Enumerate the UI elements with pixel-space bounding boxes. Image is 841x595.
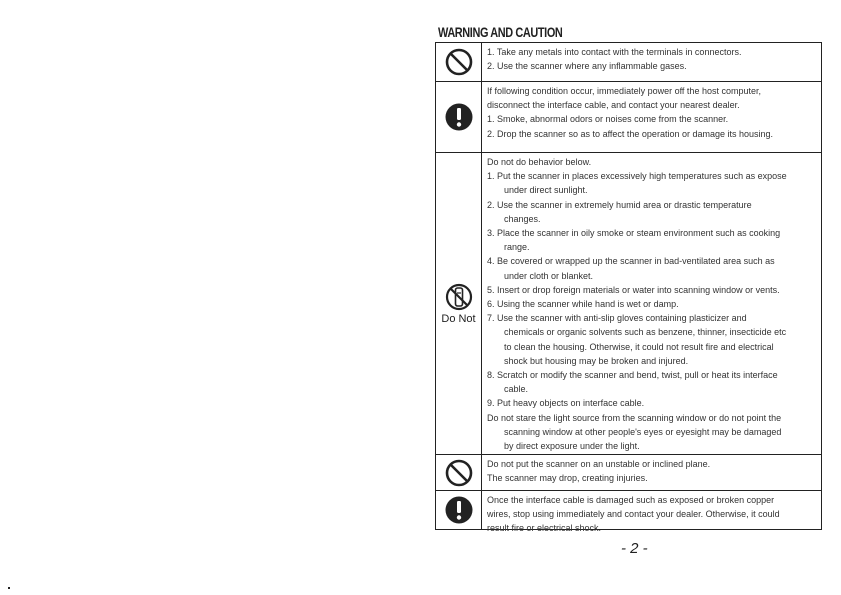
- icon-cell: [436, 455, 482, 490]
- row-text: [482, 455, 821, 490]
- warning-row: [436, 43, 821, 82]
- text-line: 3. Place the scanner in oily smoke or steam environment such as cooking: [487, 228, 781, 239]
- text-line: If following condition occur, immediately power off the host computer,: [487, 86, 761, 96]
- text-line: chemicals or organic solvents such as benzene, thinner, insecticide etc: [504, 327, 787, 338]
- text-line: shock but housing may be broken and injured.: [504, 355, 689, 366]
- text-line: Once the interface cable is damaged such as exposed or broken copper: [487, 495, 775, 505]
- text-line: disconnect the interface cable, and contact your nearest dealer.: [487, 100, 740, 111]
- warning-table: [435, 42, 822, 534]
- text-line: to clean the housing. Otherwise, it could not result fire and electrical: [504, 341, 774, 352]
- text-line: scanning window at other people's eyes or eyesight may be damaged: [504, 426, 782, 437]
- exclamation-icon: [444, 102, 474, 132]
- text-line: Do not do behavior below.: [487, 157, 592, 167]
- icon-cell: [436, 491, 482, 529]
- text-line: 2. Use the scanner where any inflammable gases.: [487, 61, 687, 72]
- icon-cell: [436, 153, 482, 454]
- row-text: [482, 43, 821, 81]
- text-line: range.: [504, 242, 530, 253]
- page-title: WARNING AND CAUTION: [438, 24, 563, 40]
- text-line: The scanner may drop, creating injuries.: [487, 473, 648, 484]
- text-line: 4. Be covered or wrapped up the scanner in bad-ventilated area such as: [487, 256, 775, 267]
- prohibited-icon: [444, 47, 474, 77]
- text-line: 8. Scratch or modify the scanner and bend, twist, pull or heat its interface: [487, 370, 778, 381]
- corner-mark: [8, 587, 10, 589]
- text-line: under direct sunlight.: [504, 185, 588, 196]
- text-line: 5. Insert or drop foreign materials or water into scanning window or vents.: [487, 284, 780, 295]
- warning-row: [436, 82, 821, 153]
- text-line: 7. Use the scanner with anti-slip gloves containing plasticizer and: [487, 313, 747, 324]
- text-line: 2. Drop the scanner so as to affect the operation or damage its housing.: [487, 128, 774, 139]
- disassembly-prohibited-icon: [444, 282, 474, 312]
- text-line: wires, stop using immediately and contact your dealer. Otherwise, it could: [487, 509, 780, 520]
- row-text: [482, 153, 821, 454]
- prohibited-icon: [444, 458, 474, 488]
- icon-cell: [436, 43, 482, 81]
- text-line: changes.: [504, 213, 541, 224]
- text-line: 1. Smoke, abnormal odors or noises come from the scanner.: [487, 114, 729, 125]
- text-line: by direct exposure under the light.: [504, 441, 640, 452]
- text-line: result fire or electrical shock.: [487, 523, 602, 534]
- warning-row: [436, 153, 821, 455]
- text-line: 2. Use the scanner in extremely humid area or drastic temperature: [487, 199, 752, 210]
- exclamation-icon: [444, 495, 474, 525]
- do-not-label: Do Not: [441, 313, 476, 325]
- row-text: [482, 491, 821, 534]
- text-line: 9. Put heavy objects on interface cable.: [487, 398, 645, 409]
- text-line: Do not stare the light source from the scanning window or do not point the: [487, 412, 782, 423]
- text-line: cable.: [504, 384, 529, 395]
- text-line: under cloth or blanket.: [504, 270, 594, 281]
- text-line: 1. Put the scanner in places excessively high temperatures such as expose: [487, 171, 787, 182]
- text-line: Do not put the scanner on an unstable or inclined plane.: [487, 459, 711, 469]
- text-line: 6. Using the scanner while hand is wet or damp.: [487, 299, 679, 310]
- icon-cell: [436, 82, 482, 152]
- text-line: 1. Take any metals into contact with the terminals in connectors.: [487, 47, 742, 57]
- warning-row: [436, 455, 821, 491]
- row-text: [482, 82, 821, 152]
- page-number: - 2 -: [621, 540, 648, 557]
- warning-row: [436, 491, 821, 534]
